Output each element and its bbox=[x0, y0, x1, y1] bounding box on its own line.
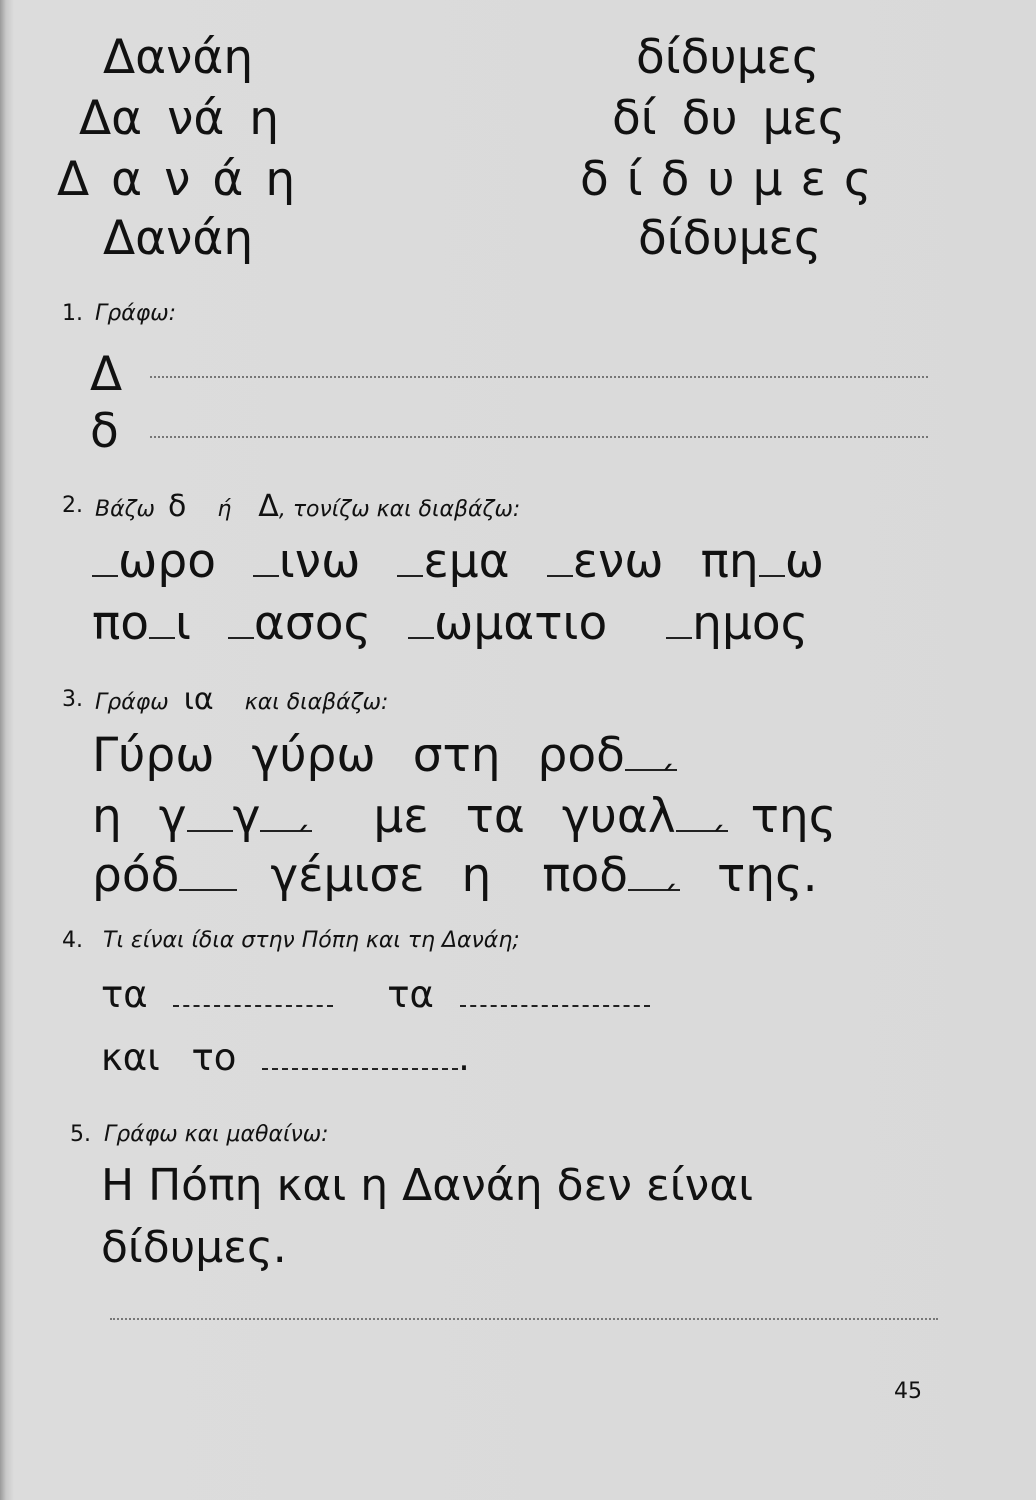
ex2-blank[interactable] bbox=[547, 575, 573, 577]
ex3-instruction-post: και διαβάζω: bbox=[244, 690, 389, 715]
ex2-blank[interactable] bbox=[397, 575, 423, 577]
ex2-blank[interactable] bbox=[149, 637, 175, 639]
ex3-word: με bbox=[373, 789, 429, 844]
ex2-or: ή bbox=[217, 497, 232, 522]
ex4-end: . bbox=[458, 1036, 470, 1079]
ex5-number: 5. bbox=[70, 1122, 91, 1147]
ex3-word: ρόδ bbox=[92, 848, 180, 903]
ex2-letter-small: δ bbox=[167, 489, 187, 524]
ex3-word: η bbox=[92, 789, 122, 844]
ex3-word: της. bbox=[717, 848, 818, 903]
ex3-word: η bbox=[461, 848, 492, 903]
word-didymes: δίδυμες bbox=[636, 30, 820, 85]
ex2-instruction bbox=[95, 489, 520, 524]
ex3-blank[interactable] bbox=[676, 830, 728, 832]
ex2-row-1 bbox=[92, 534, 825, 589]
ex3-letters: ια bbox=[183, 682, 214, 717]
ex3-blank[interactable] bbox=[179, 889, 237, 891]
ex1-writing-line-2[interactable] bbox=[150, 436, 928, 438]
ex3-word: γύρω bbox=[251, 728, 376, 783]
ex3-word: γέμισε bbox=[270, 848, 425, 903]
ex4-word: το bbox=[191, 1036, 237, 1079]
ex3-word: γ bbox=[158, 789, 187, 844]
ex3-blank[interactable] bbox=[260, 830, 312, 832]
word-danai-syllables: Δα νά η bbox=[79, 91, 280, 146]
ex3-word: Γύρω bbox=[92, 728, 215, 783]
ex3-word: τα bbox=[465, 789, 525, 844]
ex4-number: 4. bbox=[62, 928, 83, 953]
word-danai-letters: Δανάη bbox=[57, 152, 318, 207]
word-didymes-letters: δίδυμες bbox=[580, 152, 890, 207]
ex2-word: ωματιο bbox=[434, 596, 608, 651]
ex2-blank[interactable] bbox=[408, 637, 434, 639]
ex3-instruction bbox=[95, 682, 388, 717]
ex3-word: ροδ bbox=[537, 728, 625, 783]
ex1-writing-line-1[interactable] bbox=[150, 376, 928, 378]
ex2-word: ι bbox=[175, 596, 191, 651]
ex2-letter-big: Δ bbox=[258, 489, 279, 524]
ex2-word: ενω bbox=[572, 534, 664, 589]
ex4-question: Τι είναι ίδια στην Πόπη και τη Δανάη; bbox=[103, 928, 520, 953]
ex3-word: στη bbox=[412, 728, 501, 783]
ex1-small-delta: δ bbox=[90, 404, 119, 459]
ex4-word: τα bbox=[387, 973, 434, 1016]
word-danai: Δανάη bbox=[103, 30, 254, 85]
ex5-instruction: Γράφω και μαθαίνω: bbox=[104, 1122, 329, 1147]
ex3-line-3 bbox=[92, 848, 818, 903]
ex2-word: πη bbox=[700, 534, 759, 589]
ex3-word: ποδ bbox=[542, 848, 629, 903]
ex4-blank[interactable] bbox=[460, 1005, 650, 1007]
ex2-row-2 bbox=[92, 596, 809, 651]
ex2-instruction-pre: Βάζω bbox=[95, 497, 155, 522]
page-number: 45 bbox=[894, 1379, 922, 1404]
ex4-row-1 bbox=[101, 973, 650, 1016]
ex2-word: πο bbox=[92, 596, 150, 651]
ex2-instruction-post: , τονίζω και διαβάζω: bbox=[278, 497, 521, 522]
ex2-number: 2. bbox=[62, 493, 83, 518]
ex3-word: της bbox=[750, 789, 837, 844]
ex2-word: ω bbox=[784, 534, 825, 589]
word-didymes-syllables: δί δυ μες bbox=[612, 91, 846, 146]
word-didymes-repeat: δίδυμες bbox=[638, 211, 822, 266]
ex2-blank[interactable] bbox=[253, 575, 279, 577]
ex2-word: ασος bbox=[253, 596, 372, 651]
ex5-writing-line[interactable] bbox=[110, 1318, 938, 1320]
ex2-word: εμα bbox=[423, 534, 510, 589]
ex1-capital-delta: Δ bbox=[90, 347, 123, 402]
ex3-blank[interactable] bbox=[625, 769, 677, 771]
ex3-blank[interactable] bbox=[628, 889, 680, 891]
ex2-blank[interactable] bbox=[92, 575, 118, 577]
word-danai-repeat: Δανάη bbox=[103, 211, 254, 266]
ex2-blank[interactable] bbox=[228, 637, 254, 639]
ex2-word: ωρο bbox=[118, 534, 216, 589]
ex4-blank[interactable] bbox=[173, 1005, 333, 1007]
ex3-word: γυαλ bbox=[561, 789, 676, 844]
ex5-sentence-line-1: Η Πόπη και η Δανάη δεν είναι bbox=[101, 1160, 754, 1211]
ex4-word: και bbox=[101, 1036, 160, 1079]
ex3-line-2 bbox=[92, 789, 837, 844]
ex1-number: 1. bbox=[62, 301, 83, 326]
ex3-line-1 bbox=[92, 728, 677, 783]
ex3-word: γ bbox=[232, 789, 261, 844]
ex4-row-2 bbox=[101, 1036, 470, 1079]
ex1-instruction: Γράφω: bbox=[95, 301, 177, 326]
ex2-word: ημος bbox=[692, 596, 809, 651]
ex5-sentence-line-2: δίδυμες. bbox=[101, 1222, 287, 1273]
ex4-word: τα bbox=[101, 973, 148, 1016]
ex3-instruction-pre: Γράφω bbox=[95, 690, 169, 715]
ex2-word: ινω bbox=[278, 534, 361, 589]
ex2-blank[interactable] bbox=[666, 637, 692, 639]
ex2-blank[interactable] bbox=[759, 575, 785, 577]
ex4-blank[interactable] bbox=[262, 1068, 458, 1070]
ex3-blank[interactable] bbox=[187, 830, 233, 832]
ex3-number: 3. bbox=[62, 687, 83, 712]
